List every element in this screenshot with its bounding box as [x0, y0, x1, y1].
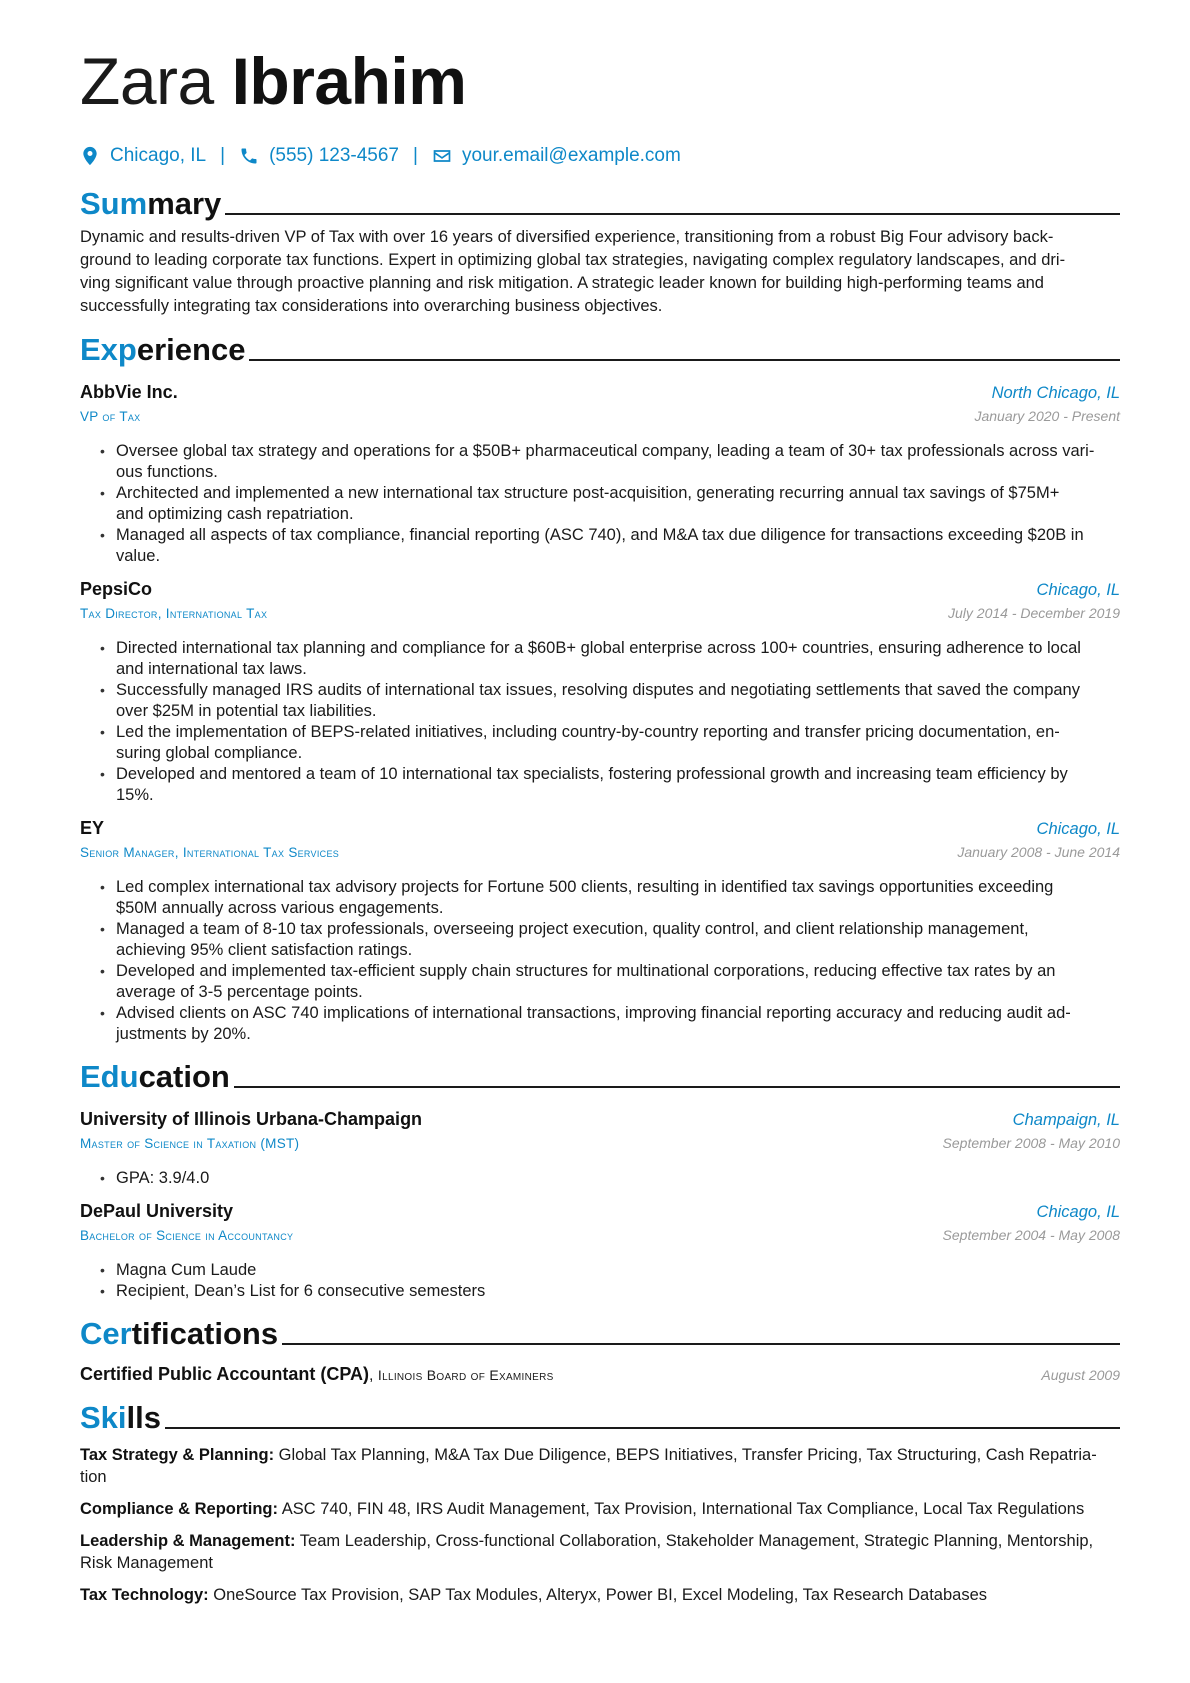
last-name: Ibrahim [231, 44, 467, 118]
section-rule [234, 1086, 1120, 1088]
education-entry [80, 1201, 1120, 1302]
contact-email[interactable] [432, 145, 681, 167]
title-rest: lls [126, 1400, 161, 1435]
bullet-item: • Successfully managed IRS audits of international tax issues, resolving disputes and negotiating settlements that saved the company over $25M in potential tax liabilities. [100, 680, 1120, 722]
skill-row [80, 1498, 1120, 1520]
bullet-item: • Led complex international tax advisory projects for Fortune 500 clients, resulting in identified tax savings opportunities exceeding $50M annually across various engagements. [100, 877, 1120, 919]
job-title: Senior Manager, International Tax Services [80, 845, 340, 860]
skill-row [80, 1530, 1120, 1574]
school-dates: September 2008 - May 2010 [942, 1135, 1120, 1151]
title-rest: erience [136, 332, 246, 367]
job-entry [80, 382, 1120, 567]
job-dates: July 2014 - December 2019 [948, 605, 1120, 621]
summary-line: successfully integrating tax considerations into overarching business objectives. [80, 297, 663, 315]
title-accent: Edu [80, 1059, 139, 1094]
skill-category: Tax Technology: [80, 1586, 209, 1604]
bullet-item: • Oversee global tax strategy and operations for a $50B+ pharmaceutical company, leading a team of 30+ tax professionals across vari- ous functions. [100, 441, 1120, 483]
skill-list-cont: Risk Management [80, 1554, 213, 1572]
title-accent: Sum [80, 186, 148, 221]
certifications-heading [80, 1314, 1120, 1354]
email-link[interactable]: your.email@example.com [461, 145, 681, 166]
title-accent: Ski [80, 1400, 127, 1435]
section-title [80, 1314, 278, 1354]
candidate-name [80, 40, 1120, 122]
section-title [80, 1057, 230, 1097]
contact-separator: | [220, 145, 226, 166]
bullet-item: • Developed and mentored a team of 10 international tax specialists, fostering professional growth and increasing team efficiency by 15%. [100, 764, 1120, 806]
summary-heading [80, 184, 1120, 224]
section-rule [165, 1427, 1120, 1429]
skill-list: Team Leadership, Cross-functional Collaboration, Stakeholder Management, Strategic Planning, Mentorship, [299, 1532, 1094, 1550]
bullet-item: • Magna Cum Laude [100, 1260, 1120, 1281]
summary-line: Dynamic and results-driven VP of Tax with over 16 years of diversified experience, transitioning from a robust Big Four advisory back- [80, 228, 1054, 246]
job-bullets [80, 638, 1120, 806]
job-bullets [80, 441, 1120, 567]
school-name: DePaul University [80, 1201, 234, 1221]
certification-entry [80, 1364, 1120, 1390]
section-rule [249, 359, 1120, 361]
job-entry [80, 818, 1120, 1045]
skill-list-cont: tion [80, 1468, 107, 1486]
envelope-icon [432, 146, 452, 166]
bullet-item: • Directed international tax planning and compliance for a $60B+ global enterprise across 100+ countries, ensuring adherence to local and international tax laws. [100, 638, 1120, 680]
school-name: University of Illinois Urbana-Champaign [80, 1109, 423, 1129]
title-rest: mary [147, 186, 222, 221]
certification-name: Certified Public Accountant (CPA) [80, 1364, 370, 1384]
contact-phone[interactable] [239, 145, 399, 167]
experience-heading [80, 330, 1120, 370]
certification-comma: , [369, 1367, 374, 1384]
phone-text[interactable]: (555) 123-4567 [269, 145, 399, 166]
job-title: Tax Director, International Tax [80, 606, 268, 621]
job-location: Chicago, IL [1036, 820, 1120, 838]
bullet-item: • GPA: 3.9/4.0 [100, 1168, 1120, 1189]
degree: Bachelor of Science in Accountancy [80, 1228, 294, 1243]
skill-list: ASC 740, FIN 48, IRS Audit Management, Tax Provision, International Tax Compliance, Local Tax Regulations [281, 1500, 1085, 1518]
skill-category: Compliance & Reporting: [80, 1500, 279, 1518]
certification-date: August 2009 [1041, 1367, 1120, 1383]
job-entry [80, 579, 1120, 806]
first-name: Zara [80, 44, 214, 118]
education-bullets [80, 1168, 1120, 1189]
job-dates: January 2008 - June 2014 [957, 844, 1120, 860]
job-location: Chicago, IL [1036, 581, 1120, 599]
summary-line: ground to leading corporate tax functions. Expert in optimizing global tax strategies, navigating complex regulatory landscapes, and dri- [80, 251, 1066, 269]
section-title [80, 330, 245, 370]
bullet-item: • Developed and implemented tax-efficient supply chain structures for multinational corporations, reducing effective tax rates by an average of 3-5 percentage points. [100, 961, 1120, 1003]
section-rule [225, 213, 1120, 215]
company-name: AbbVie Inc. [80, 382, 178, 402]
skill-list: Global Tax Planning, M&A Tax Due Diligence, BEPS Initiatives, Transfer Pricing, Tax Structuring, Cash Repatria- [278, 1446, 1097, 1464]
summary-text [80, 226, 1120, 318]
company-name: PepsiCo [80, 579, 153, 599]
skills-heading [80, 1398, 1120, 1438]
skill-row [80, 1444, 1120, 1488]
school-location: Champaign, IL [1012, 1111, 1120, 1129]
skill-category: Leadership & Management: [80, 1532, 296, 1550]
section-title [80, 1398, 161, 1438]
job-dates: January 2020 - Present [974, 408, 1120, 424]
bullet-item: • Managed a team of 8-10 tax professionals, overseeing project execution, quality control, and client relationship management, achieving 95% client satisfaction ratings. [100, 919, 1120, 961]
school-location: Chicago, IL [1036, 1203, 1120, 1221]
education-bullets [80, 1260, 1120, 1302]
location-text: Chicago, IL [110, 145, 207, 166]
section-title [80, 184, 221, 224]
skill-list: OneSource Tax Provision, SAP Tax Modules, Alteryx, Power BI, Excel Modeling, Tax Research Databases [213, 1586, 987, 1604]
job-title: VP of Tax [80, 409, 141, 424]
title-rest: cation [138, 1059, 230, 1094]
skill-row [80, 1584, 1120, 1606]
title-accent: Cer [80, 1316, 132, 1351]
summary-line: ving significant value through proactive planning and risk mitigation. A strategic leader known for building high-performing teams and [80, 274, 1044, 292]
skill-category: Tax Strategy & Planning: [80, 1446, 275, 1464]
bullet-item: • Architected and implemented a new international tax structure post-acquisition, generating recurring annual tax savings of $75M+ and optimizing cash repatriation. [100, 483, 1120, 525]
map-marker-icon [80, 146, 100, 166]
education-entry [80, 1109, 1120, 1189]
certification-issuer: Illinois Board of Examiners [377, 1367, 554, 1383]
section-rule [282, 1343, 1120, 1345]
degree: Master of Science in Taxation (MST) [80, 1136, 300, 1151]
bullet-item: • Managed all aspects of tax compliance, financial reporting (ASC 740), and M&A tax due diligence for transactions exceeding $20B in value. [100, 525, 1120, 567]
bullet-item: • Recipient, Dean’s List for 6 consecutive semesters [100, 1281, 1120, 1302]
contact-location [80, 145, 206, 167]
contact-bar [80, 142, 1120, 170]
title-accent: Exp [80, 332, 137, 367]
bullet-item: • Led the implementation of BEPS-related initiatives, including country-by-country reporting and transfer pricing documentation, en- suring global compliance. [100, 722, 1120, 764]
title-rest: tifications [131, 1316, 279, 1351]
job-location: North Chicago, IL [991, 384, 1120, 402]
school-dates: September 2004 - May 2008 [942, 1227, 1120, 1243]
education-heading [80, 1057, 1120, 1097]
job-bullets [80, 877, 1120, 1045]
contact-separator: | [413, 145, 418, 166]
bullet-item: • Advised clients on ASC 740 implications of international transactions, improving financial reporting accuracy and reducing audit ad- justments by 20%. [100, 1003, 1120, 1045]
phone-icon [239, 146, 259, 166]
company-name: EY [80, 818, 105, 838]
resume-page [80, 40, 1120, 1606]
